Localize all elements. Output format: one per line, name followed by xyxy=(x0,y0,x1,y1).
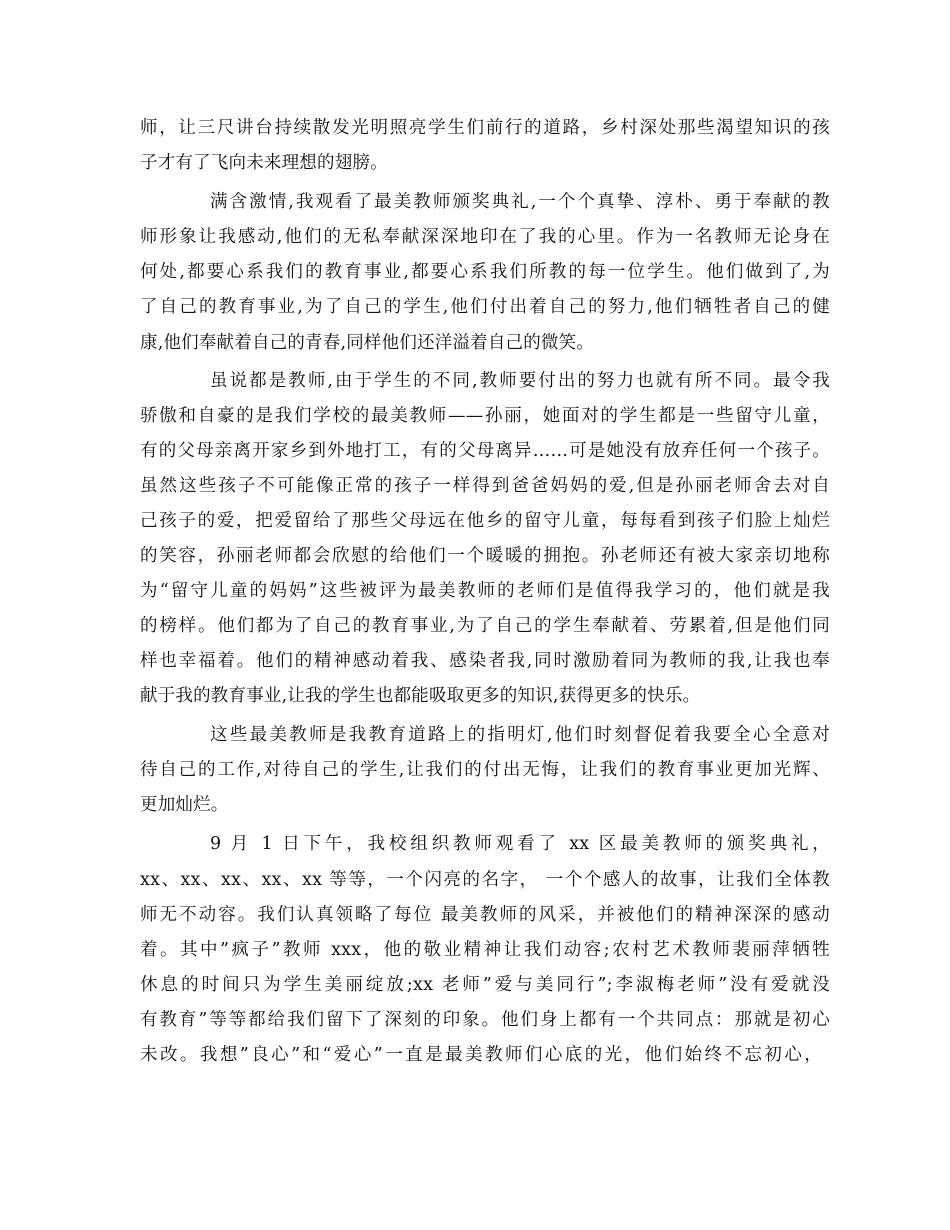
text-line: xx、xx、xx、xx、xx 等等，一个闪亮的名字， 一个个感人的故事，让我们全体教 xyxy=(140,870,830,890)
text-line: 待自己的工作,对待自己的学生,让我们的付出无悔，让我们的教育事业更加光辉、 xyxy=(140,760,830,780)
text-line: 这些最美教师是我教育道路上的指明灯,他们时刻督促着我要全心全意对 xyxy=(210,725,830,745)
text-line: 9 月 1 日下午，我校组织教师观看了 xx 区最美教师的颁奖典礼， xyxy=(210,834,830,854)
text-line: 子才有了飞向未来理想的翅膀。 xyxy=(140,153,388,173)
text-line: 有的父母亲离开家乡到外地打工，有的父母离异……可是她没有放弃任何一个孩子。 xyxy=(140,441,830,461)
text-line: 为“留守儿童的妈妈”这些被评为最美教师的老师们是值得我学习的，他们就是我 xyxy=(140,581,830,601)
text-line: 样也幸福着。他们的精神感动着我、感染者我,同时激励着同为教师的我,让我也奉 xyxy=(140,651,830,671)
text-line: 着。其中”疯子”教师 xxx，他的敬业精神让我们动容;农村艺术教师裴丽萍牺牲 xyxy=(140,940,830,960)
text-line: 更加灿烂。 xyxy=(140,795,229,815)
text-line: 的笑容，孙丽老师都会欣慰的给他们一个暖暖的拥抱。孙老师还有被大家亲切地称 xyxy=(140,546,830,566)
text-line: 满含激情,我观看了最美教师颁奖典礼,一个个真挚、淳朴、勇于奉献的教 xyxy=(210,192,830,212)
text-line: 休息的时间只为学生美丽绽放;xx 老师”爱与美同行”;李淑梅老师”没有爱就没 xyxy=(140,975,830,995)
text-line: 何处,都要心系我们的教育事业,都要心系我们所教的每一位学生。他们做到了,为 xyxy=(140,262,830,282)
text-line: 己孩子的爱，把爱留给了那些父母远在他乡的留守儿童，每每看到孩子们脸上灿烂 xyxy=(140,511,830,531)
text-line: 师，让三尺讲台持续散发光明照亮学生们前行的道路，乡村深处那些渴望知识的孩 xyxy=(140,118,830,138)
text-line: 献于我的教育事业,让我的学生也都能吸取更多的知识,获得更多的快乐。 xyxy=(140,686,701,706)
text-line: 未改。我想”良心”和“爱心”一直是最美教师们心底的光，他们始终不忘初心， xyxy=(140,1045,822,1065)
text-line: 有教育”等等都给我们留下了深刻的印象。他们身上都有一个共同点：那就是初心 xyxy=(140,1010,830,1030)
text-line: 虽然这些孩子不可能像正常的孩子一样得到爸爸妈妈的爱,但是孙丽老师舍去对自 xyxy=(140,476,830,496)
text-line: 师无不动容。我们认真领略了每位 最美教师的风采，并被他们的精神深深的感动 xyxy=(140,905,830,925)
text-line: 骄傲和自豪的是我们学校的最美教师——孙丽，她面对的学生都是一些留守儿童， xyxy=(140,406,830,426)
text-line: 康,他们奉献着自己的青春,同样他们还洋溢着自己的微笑。 xyxy=(140,333,595,353)
text-line: 虽说都是教师,由于学生的不同,教师要付出的努力也就有所不同。最令我 xyxy=(210,371,830,391)
text-line: 的榜样。他们都为了自己的教育事业,为了自己的学生奉献着、劳累着,但是他们同 xyxy=(140,616,830,636)
text-line: 了自己的教育事业,为了自己的学生,他们付出着自己的努力,他们牺牲者自己的健 xyxy=(140,297,830,317)
text-line: 师形象让我感动,他们的无私奉献深深地印在了我的心里。作为一名教师无论身在 xyxy=(140,227,830,247)
